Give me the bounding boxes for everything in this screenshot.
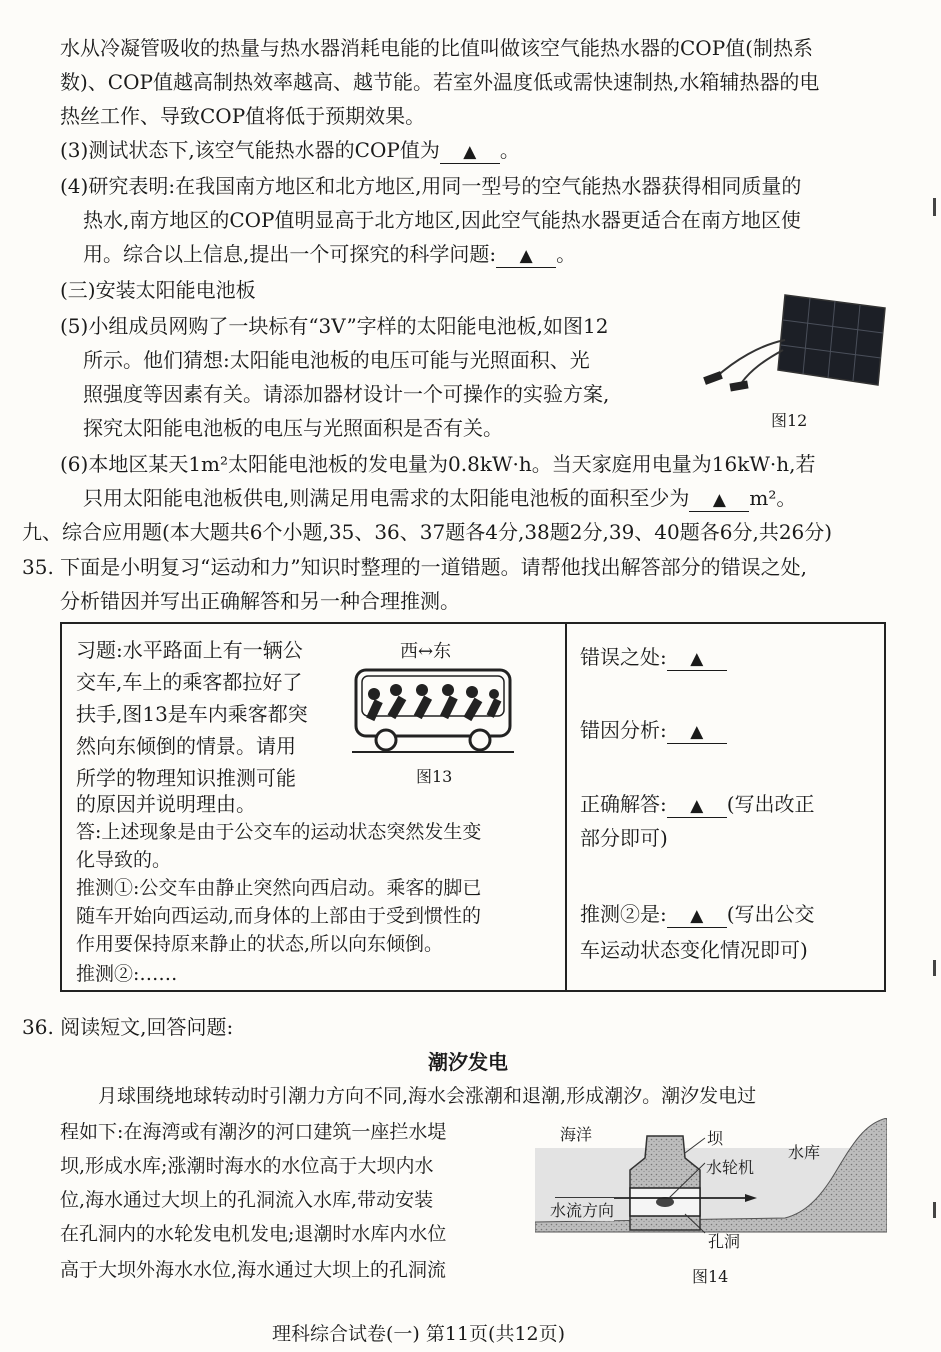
question-4-line-2: 热水,南方地区的COP值明显高于北方地区,因此空气能热水器更适合在南方地区使 [83, 208, 801, 232]
blank-triangle-icon: ▲ [690, 649, 704, 669]
text-line: 热丝工作、导致COP值将低于预期效果。 [60, 104, 426, 128]
correct-answer [580, 790, 815, 818]
bus-figure [352, 664, 514, 756]
article-line: 在孔洞内的水轮发电机发电;退潮时水库内水位 [60, 1223, 447, 1245]
scan-edge-mark [933, 960, 936, 976]
answer-blank [496, 243, 556, 268]
answer-blank [667, 646, 727, 671]
question-5-line-2: 所示。他们猜想:太阳能电池板的电压可能与光照面积、光 [83, 348, 590, 372]
question-3 [60, 136, 520, 164]
question-3-end: 。 [499, 138, 520, 162]
solar-panel-figure [690, 290, 890, 405]
question-35-line-1: 35. 下面是小明复习“运动和力”知识时整理的一道错题。请帮他找出解答部分的错误之处, [22, 555, 807, 579]
hole-label: 孔洞 [708, 1232, 741, 1251]
error-reason-label: 错因分析: [580, 718, 667, 742]
article-line: 位,海水通过大坝上的孔洞流入水库,带动安装 [60, 1189, 434, 1211]
guess-2-note-2: 车运动状态变化情况即可) [580, 938, 808, 962]
figure-14-caption: 图14 [692, 1267, 729, 1286]
question-4-end: 。 [556, 242, 577, 266]
blank-triangle-icon: ▲ [690, 906, 704, 926]
correct-answer-label: 正确解答: [580, 792, 667, 816]
question-4-line-3 [83, 240, 576, 268]
answer-blank [440, 139, 500, 164]
exercise-line: 习题:水平路面上有一辆公 [76, 638, 303, 662]
scan-edge-mark [933, 1202, 936, 1218]
dam-label: 坝 [707, 1129, 724, 1148]
page-footer: 理科综合试卷(一) 第11页(共12页) [272, 1323, 566, 1345]
question-6-line-1: (6)本地区某天1m²太阳能电池板的发电量为0.8kW·h。当天家庭用电量为16kW·h,若 [60, 452, 816, 476]
answer-blank [689, 487, 749, 512]
guess-2 [580, 900, 815, 928]
answer-line: 随车开始向西运动,而身体的上部由于受到惯性的 [76, 905, 482, 927]
answer-line: 答:上述现象是由于公交车的运动状态突然发生变 [76, 821, 482, 843]
question-5-line-3: 照强度等因素有关。请添加器材设计一个可操作的实验方案, [83, 382, 610, 406]
section-heading: (三)安装太阳能电池板 [60, 278, 256, 302]
ocean-label: 海洋 [560, 1125, 593, 1144]
blank-triangle-icon: ▲ [519, 246, 533, 266]
exercise-line: 扶手,图13是车内乘客都突 [76, 702, 308, 726]
blank-triangle-icon: ▲ [690, 722, 704, 742]
question-5-line-4: 探究太阳能电池板的电压与光照面积是否有关。 [83, 416, 503, 440]
question-3-text: (3)测试状态下,该空气能热水器的COP值为 [60, 138, 440, 162]
blank-triangle-icon: ▲ [463, 142, 477, 162]
question-6-line-2 [83, 484, 796, 512]
text-line: 数)、COP值越高制热效率越高、越节能。若室外温度低或需快速制热,水箱辅热器的电 [60, 70, 820, 94]
answer-blank [667, 903, 727, 928]
flow-direction-label: 水流方向 [550, 1198, 614, 1221]
error-reason [580, 716, 727, 744]
text-line: 水从冷凝管吸收的热量与热水器消耗电能的比值叫做该空气能热水器的COP值(制热系 [60, 36, 813, 60]
exercise-line: 所学的物理知识推测可能 [76, 766, 296, 790]
guess-2-label: 推测②是: [580, 902, 667, 926]
correct-answer-note: (写出改正 [726, 792, 815, 816]
turbine-label: 水轮机 [706, 1158, 755, 1177]
exercise-line: 的原因并说明理由。 [76, 792, 256, 816]
figure-13-caption: 图13 [416, 767, 453, 786]
correct-answer-note-2: 部分即可) [580, 826, 668, 850]
question-36-intro: 36. 阅读短文,回答问题: [22, 1015, 234, 1039]
answer-blank [667, 793, 727, 818]
article-line: 程如下:在海湾或有潮汐的河口建筑一座拦水堤 [60, 1121, 447, 1143]
scan-edge-mark [933, 198, 936, 216]
question-4-line-1: (4)研究表明:在我国南方地区和北方地区,用同一型号的空气能热水器获得相同质量的 [60, 174, 802, 198]
blank-triangle-icon: ▲ [712, 490, 726, 510]
answer-line: 推测①:公交车由静止突然向西启动。乘客的脚已 [76, 877, 482, 899]
blank-triangle-icon: ▲ [690, 796, 704, 816]
reservoir-label: 水库 [788, 1143, 821, 1162]
answer-line: 作用要保持原来静止的状态,所以向东倾倒。 [76, 933, 444, 955]
error-location-label: 错误之处: [580, 645, 667, 669]
direction-label: 西↔东 [400, 641, 452, 662]
answer-blank [667, 719, 727, 744]
section-9-heading: 九、综合应用题(本大题共6个小题,35、36、37题各4分,38题2分,39、40题各6分,共26分) [22, 520, 833, 544]
question-6-text: 只用太阳能电池板供电,则满足用电需求的太阳能电池板的面积至少为 [83, 486, 690, 510]
error-location [580, 643, 727, 671]
article-line: 月球围绕地球转动时引潮力方向不同,海水会涨潮和退潮,形成潮汐。潮汐发电过 [98, 1085, 757, 1107]
question-4-text: 用。综合以上信息,提出一个可探究的科学问题: [83, 242, 497, 266]
question-5-line-1: (5)小组成员网购了一块标有“3V”字样的太阳能电池板,如图12 [60, 314, 609, 338]
answer-line: 推测②:…… [76, 963, 178, 985]
article-line: 坝,形成水库;涨潮时海水的水位高于大坝内水 [60, 1155, 434, 1177]
figure-12-caption: 图12 [771, 411, 808, 430]
exercise-line: 交车,车上的乘客都拉好了 [76, 670, 303, 694]
question-35-line-2: 分析错因并写出正确解答和另一种合理推测。 [60, 589, 460, 613]
question-6-unit: m²。 [749, 486, 797, 510]
guess-2-note: (写出公交 [726, 902, 815, 926]
exercise-line: 然向东倾倒的情景。请用 [76, 734, 296, 758]
article-line: 高于大坝外海水水位,海水通过大坝上的孔洞流 [60, 1259, 447, 1281]
article-title: 潮汐发电 [428, 1050, 508, 1074]
box-divider [565, 622, 567, 992]
answer-line: 化导致的。 [76, 849, 172, 871]
